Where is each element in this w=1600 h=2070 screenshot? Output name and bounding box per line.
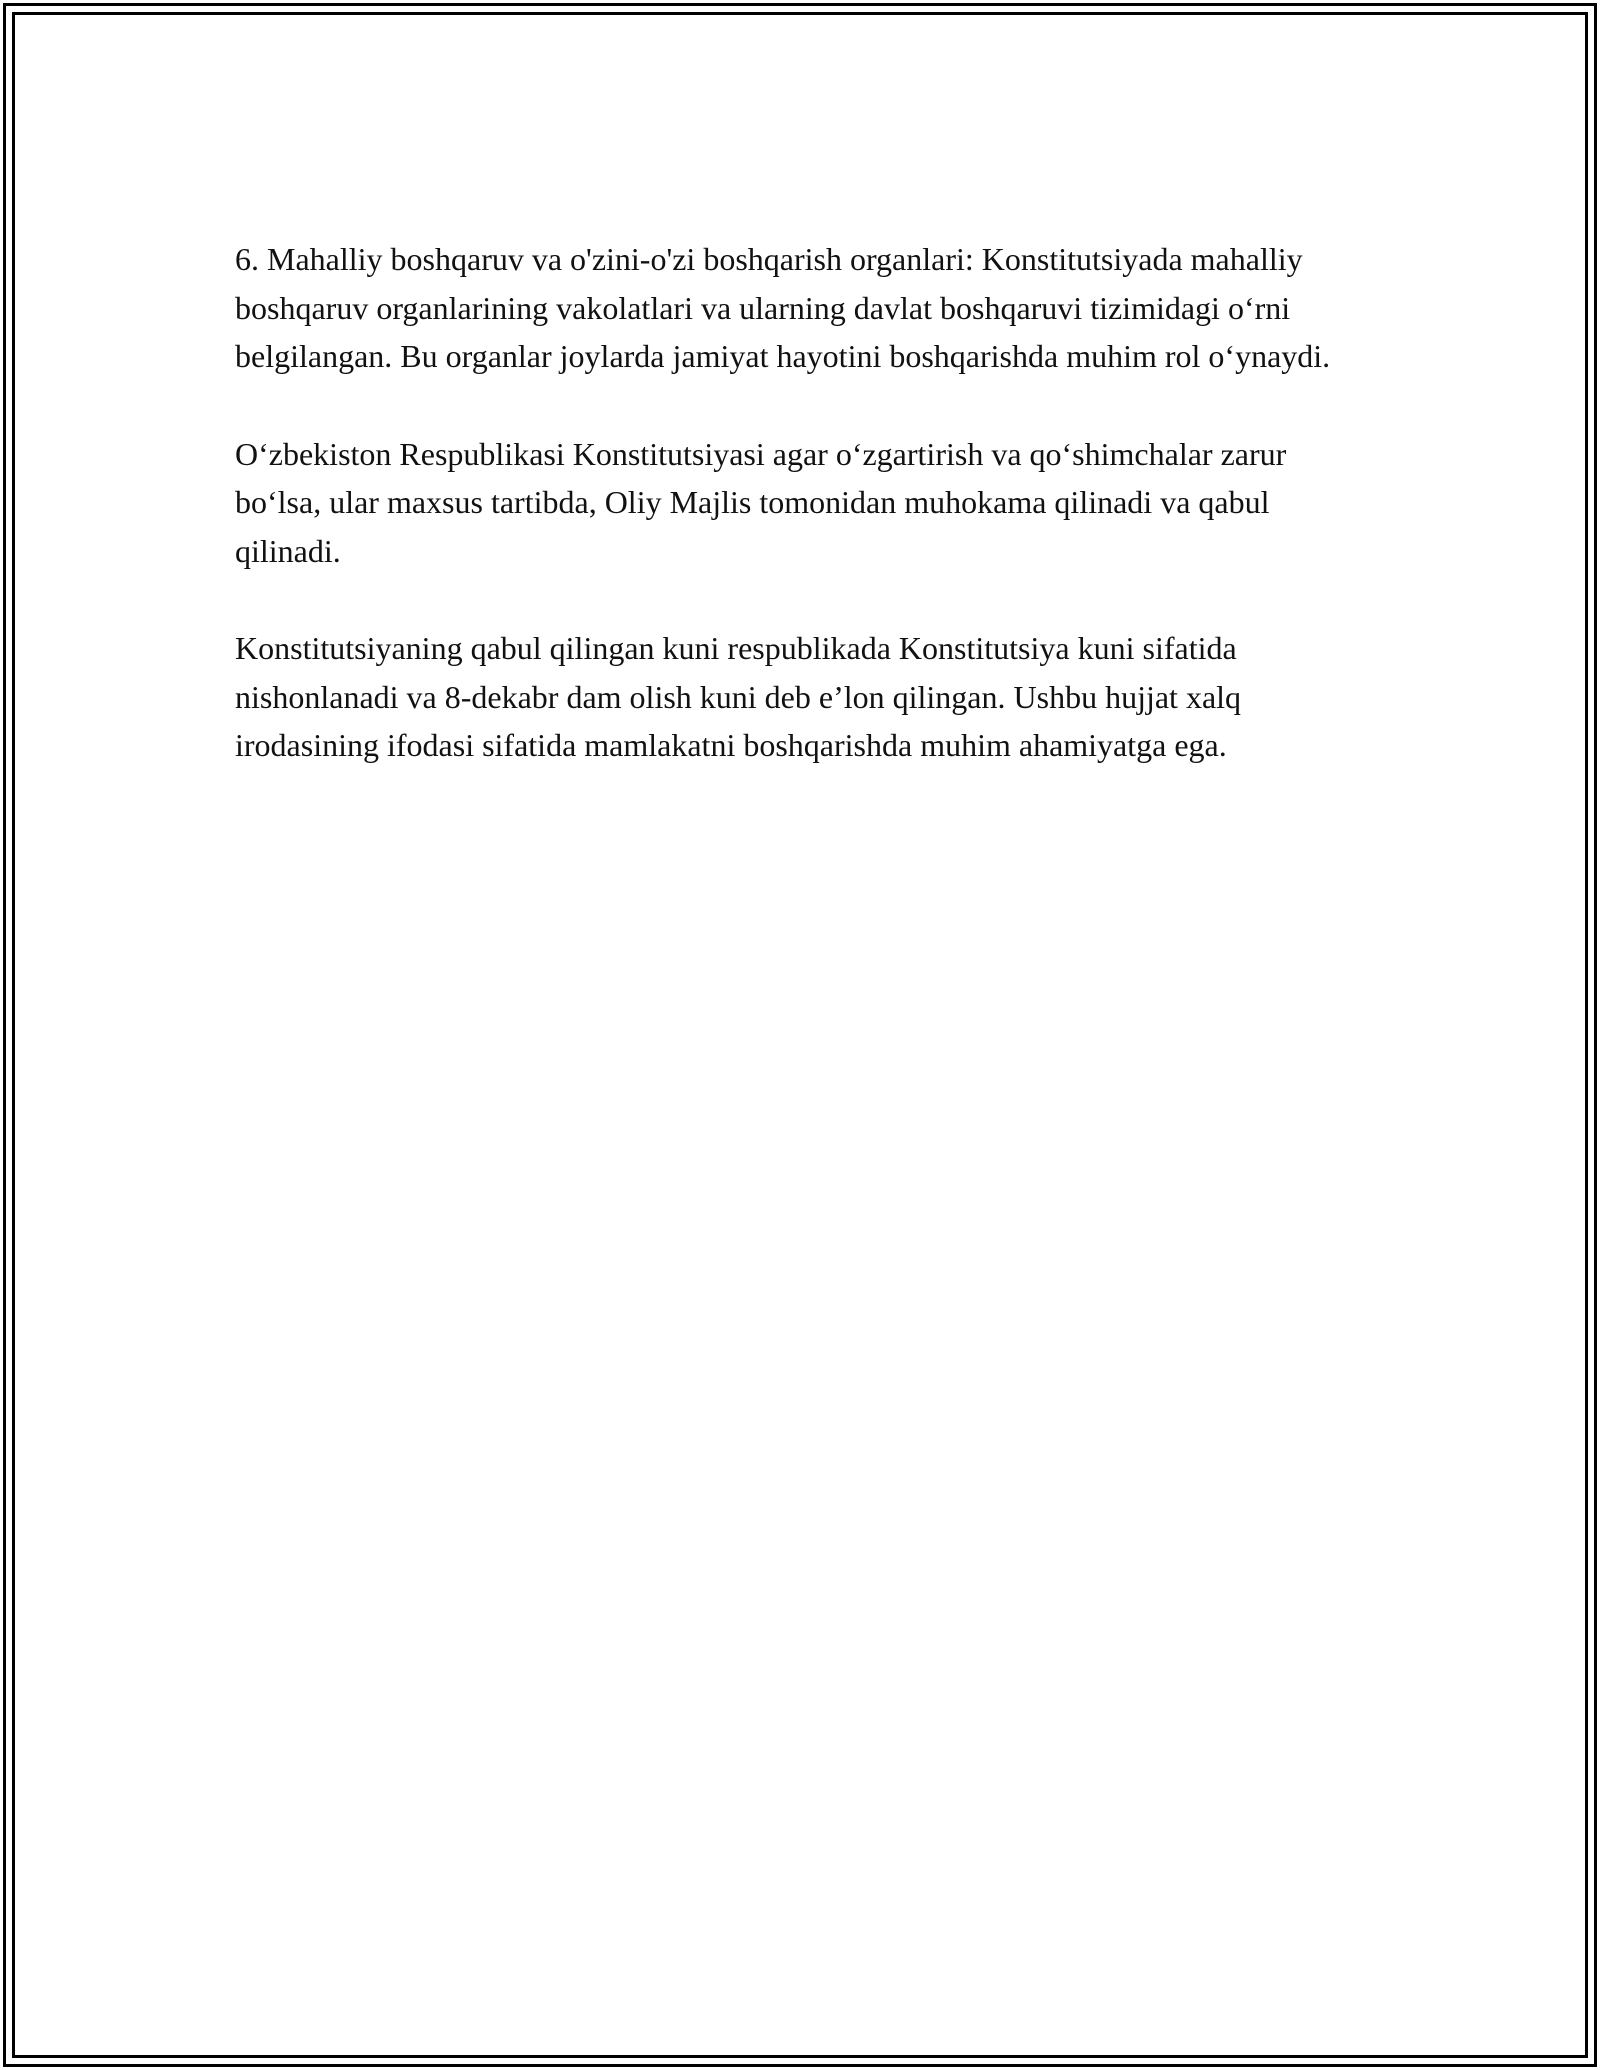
paragraph-constitution-amendments: O‘zbekiston Respublikasi Konstitutsiyasi agar o‘zgartirish va qo‘shimchalar zarur bo‘lsa, ular maxsus tartibda, Oliy Majlis tomonidan muhokama qilinadi va qabul qilinadi. xyxy=(235,435,1287,569)
document-body xyxy=(235,235,1375,819)
paragraph-constitution-day: Konstitutsiyaning qabul qilingan kuni respublikada Konstitutsiya kuni sifatida nishonlanadi va 8-dekabr dam olish kuni deb e’lon qilingan. Ushbu hujjat xalq irodasining ifodasi sifatida mamlakatni boshqarishda muhim ahamiyatga ega. xyxy=(235,630,1242,763)
paragraph-local-government: 6. Mahalliy boshqaruv va o'zini-o'zi boshqarish organlari: Konstitutsiyada mahalliy boshqaruv organlarining vakolatlari va ularning davlat boshqaruvi tizimidagi o‘rni belgilangan. Bu organlar joylarda jamiyat hayotini boshqarishda muhim rol o‘ynaydi. xyxy=(235,241,1331,374)
